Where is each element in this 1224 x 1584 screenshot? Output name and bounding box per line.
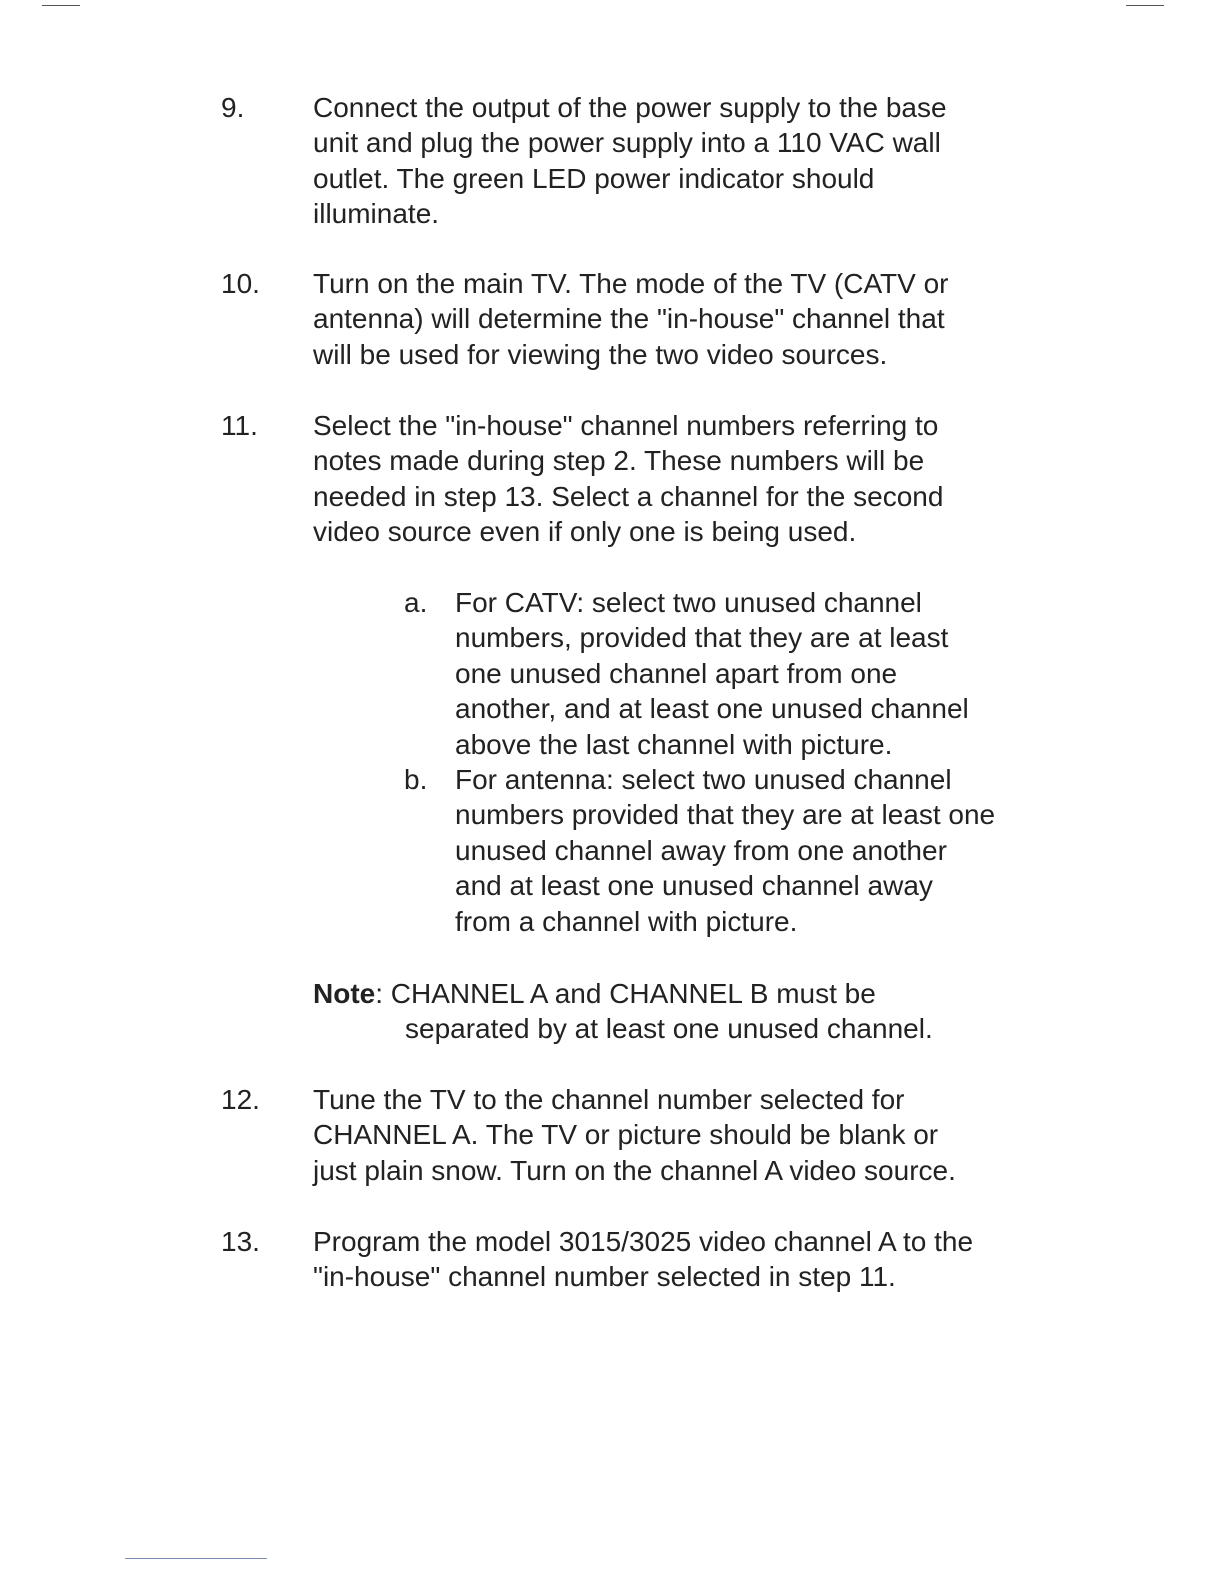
substep-text: For CATV: select two unused channel numbers, provided that they are at least one unused channel apart from one another, and at least one unused channel above the last channel with picture.	[455, 587, 969, 760]
note-line-2: separated by at least one unused channel.	[405, 1013, 933, 1045]
step-number: 10.	[221, 268, 260, 299]
substep-marker: a.	[404, 587, 428, 618]
step-text: Tune the TV to the channel number selected for CHANNEL A. The TV or picture should be blank or just plain snow. Turn on the channel A video source.	[313, 1084, 956, 1186]
substep-text: For antenna: select two unused channel numbers provided that they are at least one unused channel away from one another and at least one unused channel away from a channel with picture.	[455, 764, 996, 937]
step-number: 13.	[221, 1226, 260, 1257]
step-number: 11.	[221, 410, 258, 441]
step-text: Turn on the main TV. The mode of the TV (CATV or antenna) will determine the "in-house" channel that will be used for viewing the two video sources.	[313, 268, 949, 370]
step-text: Connect the output of the power supply to the base unit and plug the power supply into a 110 VAC wall outlet. The green LED power indicator should illuminate.	[313, 92, 947, 230]
step-text: Program the model 3015/3025 video channel A to the "in-house" channel number selected in step 11.	[313, 1226, 974, 1293]
note-label: Note	[313, 978, 376, 1009]
step-number: 12.	[221, 1084, 260, 1115]
crop-mark-top-right	[1126, 5, 1164, 6]
note-block	[313, 976, 1073, 1047]
crop-mark-bottom-left	[125, 1558, 267, 1559]
step-text: Select the "in-house" channel numbers referring to notes made during step 2. These numbers will be needed in step 13. Select a channel for the second video source even if only one is being used.	[313, 410, 944, 548]
crop-mark-top-left	[42, 5, 80, 6]
note-line-1: : CHANNEL A and CHANNEL B must be	[375, 978, 876, 1009]
substep-marker: b.	[404, 764, 428, 795]
step-number: 9.	[221, 92, 245, 123]
